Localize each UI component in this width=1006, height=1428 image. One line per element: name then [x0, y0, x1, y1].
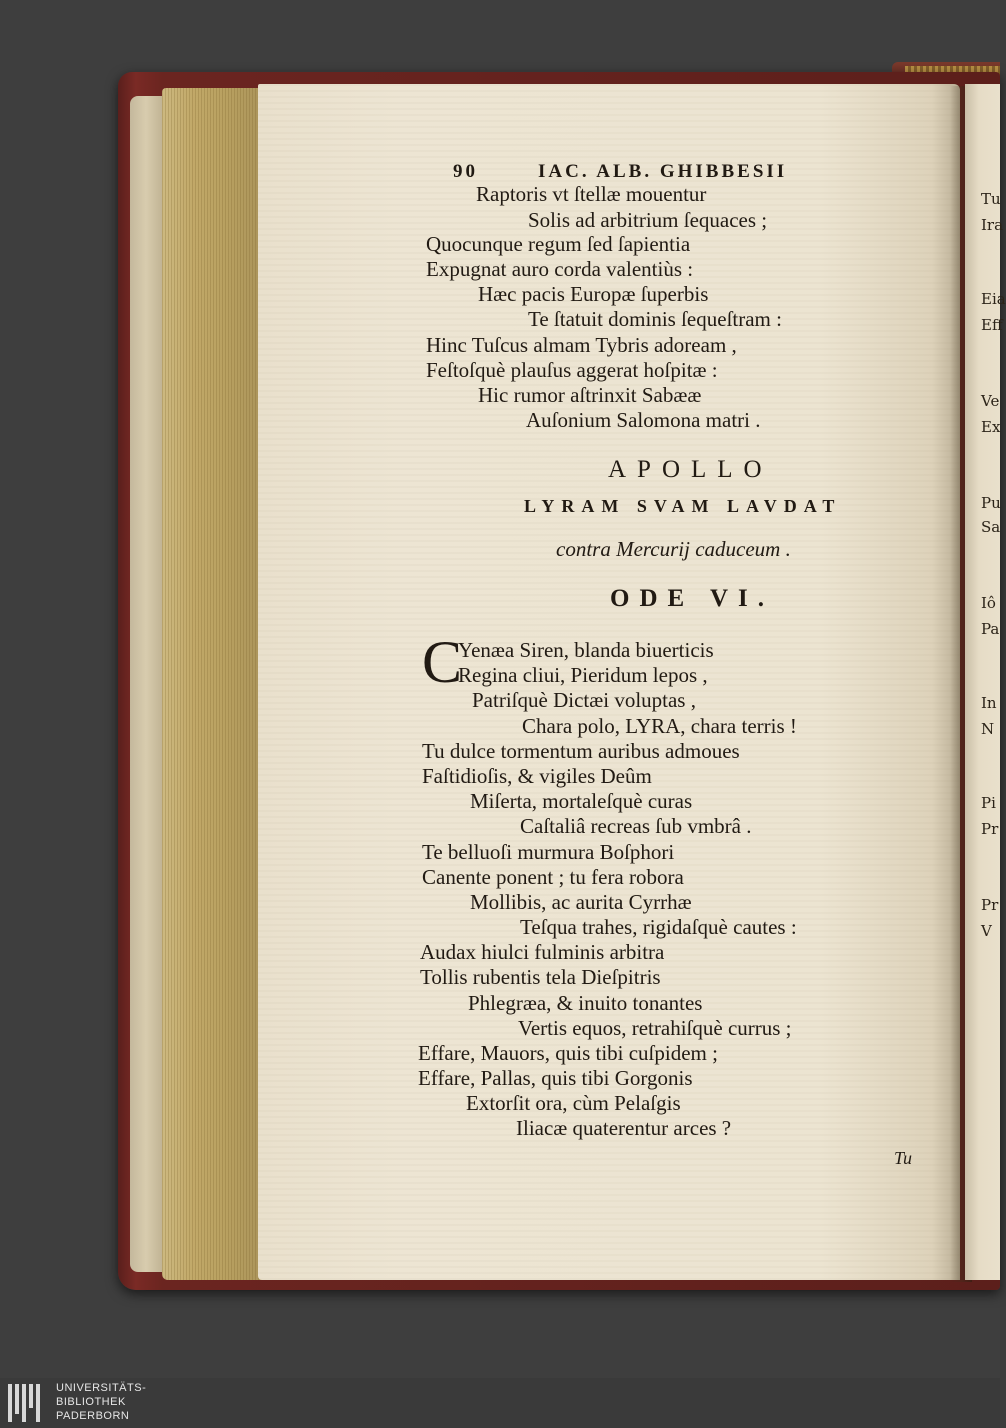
library-logo-icon [8, 1384, 48, 1422]
verse-line: Yenæa Siren, blanda biuerticis [458, 638, 714, 662]
right-page-fragment: In [981, 694, 997, 712]
verse-line: Teſqua trahes, rigidaſquè cautes : [520, 915, 797, 939]
running-head: IAC. ALB. GHIBBESII [538, 161, 788, 182]
library-name-line3: PADERBORN [56, 1410, 130, 1422]
right-page-fragment: Eff [981, 316, 1003, 334]
verse-line: Regina cliui, Pieridum lepos , [458, 663, 708, 687]
page-block-edge [162, 88, 270, 1280]
verse-line: Solis ad arbitrium ſequaces ; [528, 208, 768, 232]
verse-line: Hæc pacis Europæ ſuperbis [478, 282, 709, 306]
right-page-fragment: Tu [981, 190, 1001, 208]
verse-line: Extorſit ora, cùm Pelaſgis [466, 1091, 681, 1115]
right-page-fragment: Sa [981, 518, 1001, 536]
verse-line: Raptoris vt ſtellæ mouentur [476, 182, 707, 206]
verse-line: Hinc Tuſcus almam Tybris adoream , [426, 333, 737, 357]
right-page-fragment: Eia [981, 290, 1006, 308]
verse-line: Canente ponent ; tu fera robora [422, 865, 684, 889]
verse-line: Caſtaliâ recreas ſub vmbrâ . [520, 814, 752, 838]
library-name-line2: BIBLIOTHEK [56, 1396, 126, 1408]
verse-line: Patriſquè Dictæi voluptas , [472, 688, 696, 712]
right-page-fragment: N [981, 720, 995, 738]
verse-line: Iliacæ quaterentur arces ? [516, 1116, 732, 1140]
library-logo-text [56, 1381, 146, 1423]
right-page-fragment: Ve [981, 392, 1000, 410]
verse-line: Chara polo, LYRA, chara terris ! [522, 714, 797, 738]
right-page-fragment: Pa [981, 620, 1000, 638]
verse-line: Feſtoſquè plauſus aggerat hoſpitæ : [426, 358, 718, 382]
verse-line: Vertis equos, retrahiſquè currus ; [518, 1016, 792, 1040]
right-page-fragment: Ira [981, 216, 1004, 234]
right-page-fragment: Pr [981, 820, 999, 838]
right-page-fragment: Pr [981, 896, 999, 914]
right-page-fragment: Iô [981, 594, 996, 612]
verse-line: Phlegræa, & inuito tonantes [468, 991, 703, 1015]
verse-line: Hic rumor aſtrinxit Sabææ [478, 383, 702, 407]
right-page-edge [965, 84, 1006, 1280]
poem-title-line2: LYRAM SVAM LAVDAT [524, 496, 842, 516]
verse-line: Miſerta, mortaleſquè curas [470, 789, 693, 813]
left-page [258, 84, 960, 1280]
right-page-fragment: Pi [981, 794, 996, 812]
catchword: Tu [894, 1148, 913, 1168]
verse-line: Faſtidioſis, & vigiles Deûm [422, 764, 652, 788]
verse-line: Audax hiulci fulminis arbitra [420, 940, 665, 964]
poem-title: APOLLO [608, 456, 773, 483]
verse-line: Te ſtatuit dominis ſequeſtram : [528, 307, 782, 331]
verse-line: Expugnat auro corda valentiùs : [426, 257, 694, 281]
right-page-fragment: Pu [981, 494, 1001, 512]
library-name-line1: UNIVERSITÄTS- [56, 1382, 147, 1394]
verse-line: Te belluoſi murmura Boſphori [422, 840, 675, 864]
verse-line: Tollis rubentis tela Dieſpitris [420, 965, 661, 989]
verse-line: Effare, Mauors, quis tibi cuſpidem ; [418, 1041, 718, 1065]
right-page-fragment: V [981, 922, 992, 940]
page-number: 90 [453, 161, 478, 182]
drop-cap: C [422, 629, 463, 695]
verse-line: Auſonium Salomona matri . [526, 408, 761, 432]
verse-line: Effare, Pallas, quis tibi Gorgonis [418, 1066, 693, 1090]
verse-line: Tu dulce tormentum auribus admoues [422, 739, 740, 763]
poem-subtitle: contra Mercurij caduceum . [556, 537, 791, 561]
right-page-fragment: Ex [981, 418, 1001, 436]
library-footer [0, 1378, 1000, 1428]
verse-line: Mollibis, ac aurita Cyrrhæ [470, 890, 692, 914]
ode-heading: ODE VI. [610, 585, 775, 612]
verse-line: Quocunque regum ſed ſapientia [426, 232, 691, 256]
